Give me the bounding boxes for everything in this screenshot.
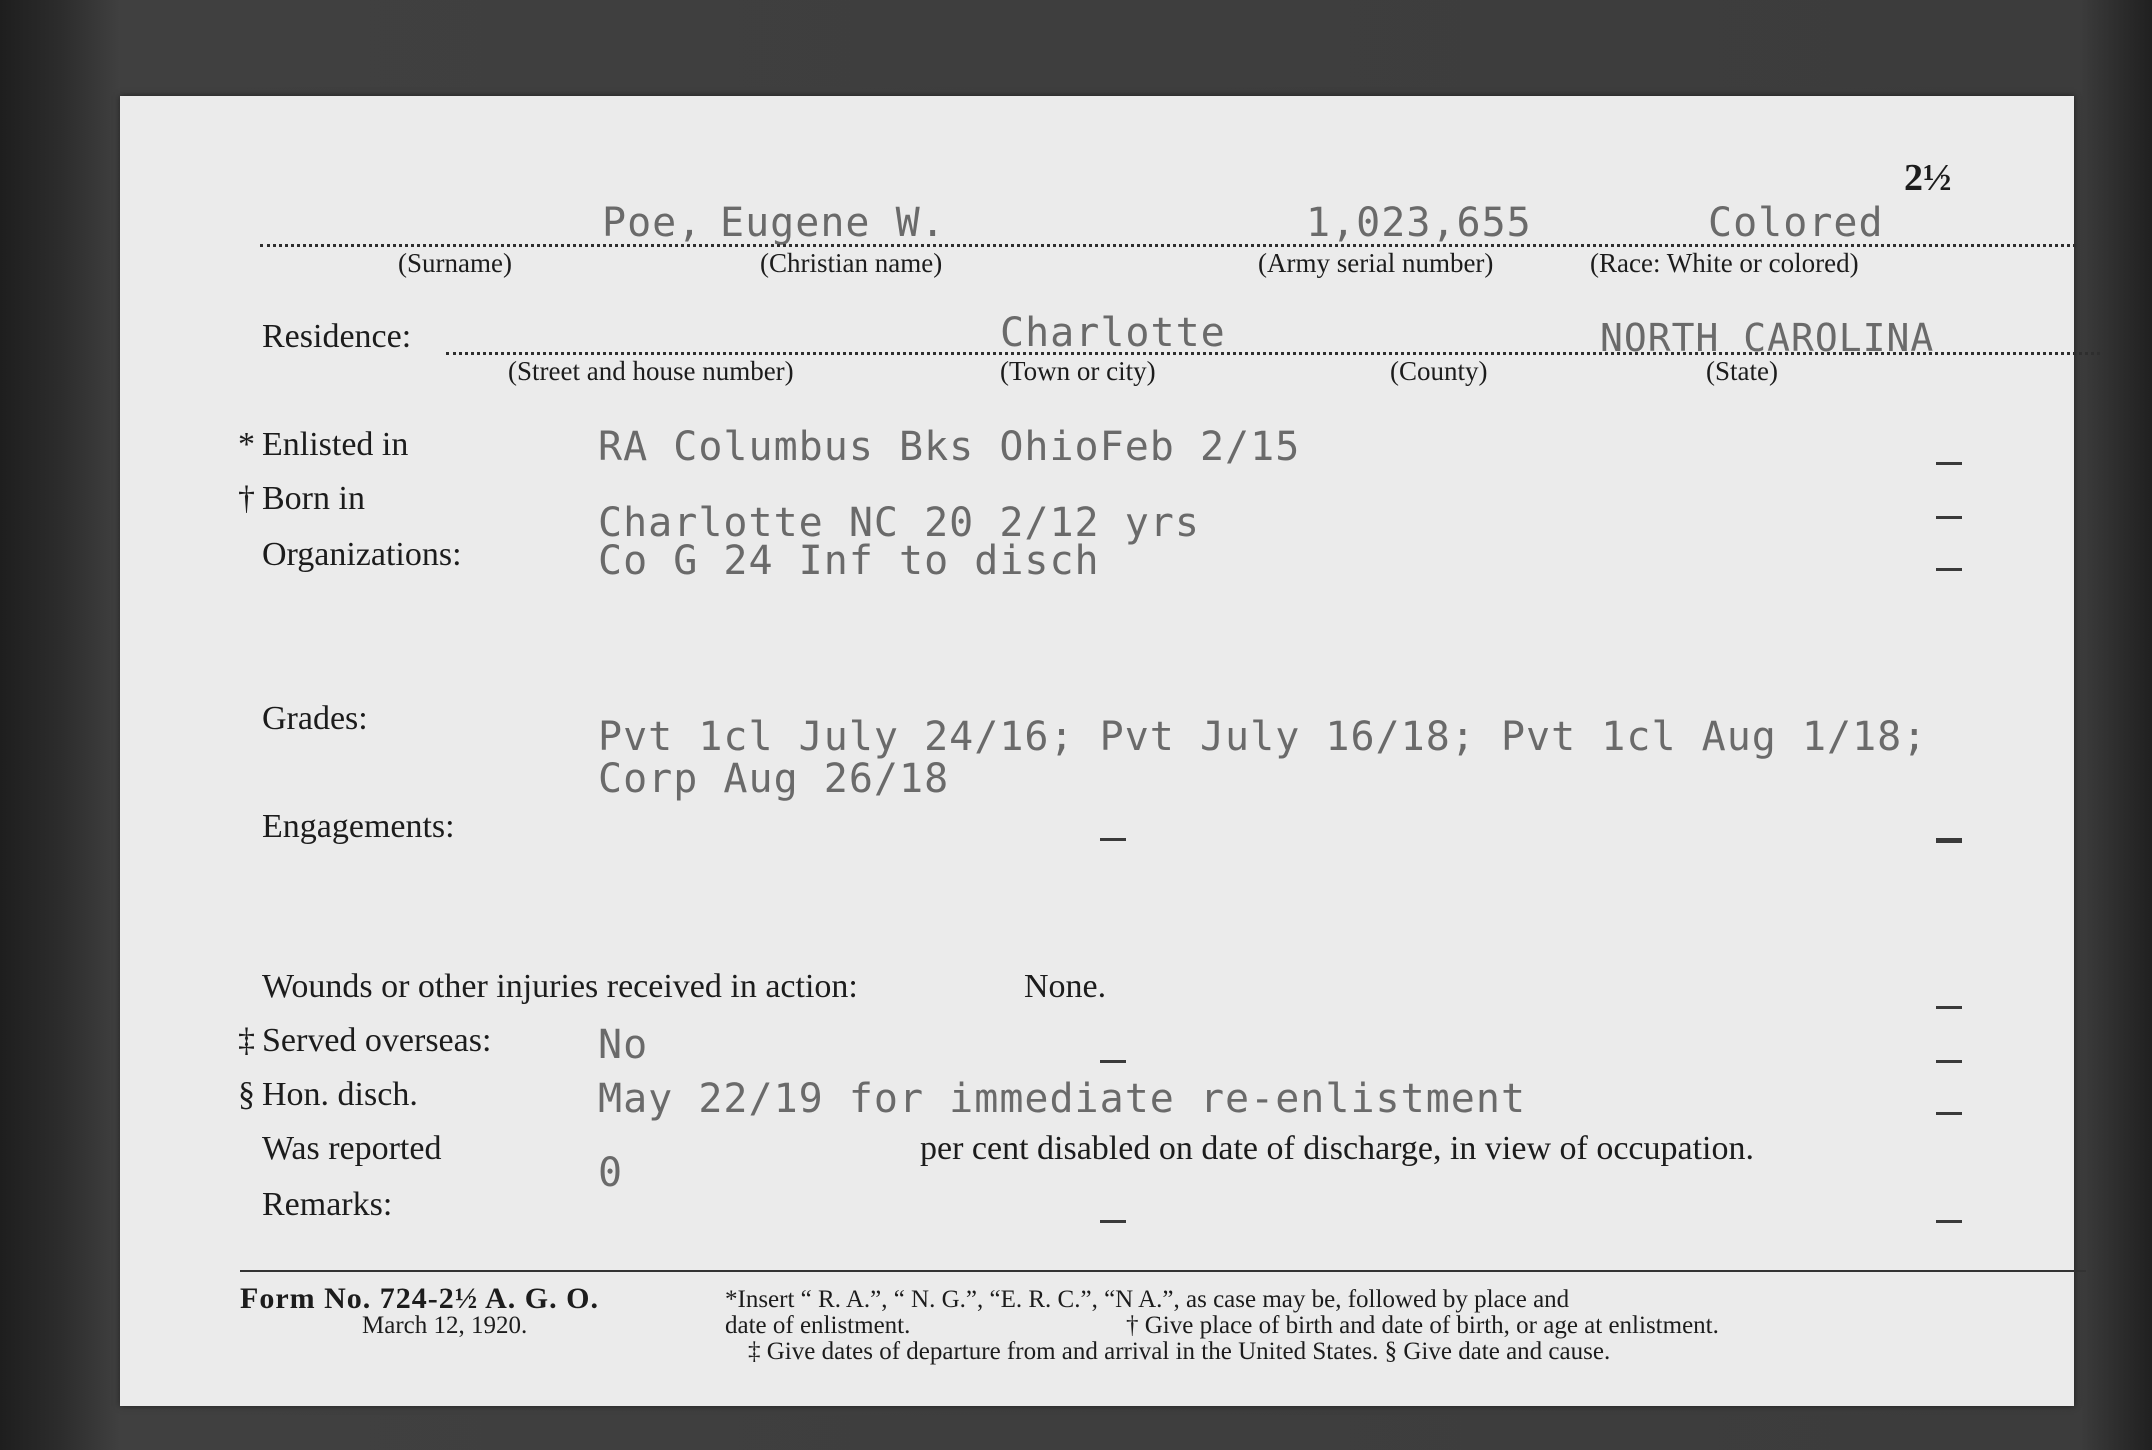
name-line-rule (260, 244, 2076, 247)
engagements-mid-dash (1100, 838, 1126, 841)
christian-name-caption: (Christian name) (760, 248, 943, 278)
remarks-end-dash (1936, 1220, 1962, 1223)
state-caption: (State) (1706, 356, 1778, 386)
surname-value: Poe, (602, 200, 703, 246)
christian-name-value: Eugene W. (720, 200, 946, 246)
enlisted-end-dash (1936, 462, 1962, 465)
card-number: 2½ (1904, 157, 1952, 199)
surname-caption: (Surname) (398, 248, 512, 278)
serial-number-value: 1,023,655 (1306, 200, 1532, 246)
born-value: Charlotte NC 20 2/12 yrs (598, 500, 1200, 546)
overseas-end-dash (1936, 1060, 1962, 1063)
overseas-label: Served overseas: (262, 1022, 492, 1059)
footer-note-line2b: † Give place of birth and date of birth, or age at enlistment. (1126, 1312, 1719, 1339)
grades-value-line1: Pvt 1cl July 24/16; Pvt July 16/18; Pvt 1cl Aug 1/18; (598, 714, 1928, 760)
reported-suffix: per cent disabled on date of discharge, in view of occupation. (920, 1130, 1754, 1167)
remarks-mid-dash (1100, 1220, 1126, 1223)
remarks-label: Remarks: (262, 1186, 393, 1223)
organizations-value: Co G 24 Inf to disch (598, 538, 1100, 584)
enlisted-value: RA Columbus Bks OhioFeb 2/15 (598, 424, 1301, 470)
discharge-label: Hon. disch. (262, 1076, 418, 1113)
discharge-mark: § (238, 1076, 255, 1113)
engagements-label: Engagements: (262, 808, 455, 845)
form-date: March 12, 1920. (362, 1312, 528, 1339)
enlisted-mark: * (238, 426, 255, 463)
footer-rule (240, 1270, 2086, 1272)
service-record-card (120, 96, 2074, 1406)
born-label: Born in (262, 480, 365, 517)
reported-label: Was reported (262, 1130, 442, 1167)
born-mark: † (238, 480, 255, 517)
form-number: Form No. 724-2½ A. G. O. (240, 1282, 599, 1315)
residence-state: NORTH CAROLINA (1600, 316, 1935, 360)
wounds-value: None. (1024, 968, 1107, 1005)
street-caption: (Street and house number) (508, 356, 794, 386)
engagements-end-dash (1936, 838, 1962, 843)
organizations-end-dash (1936, 568, 1962, 571)
discharge-value: May 22/19 for immediate re-enlistment (598, 1076, 1527, 1122)
wounds-label: Wounds or other injuries received in action: (262, 968, 858, 1005)
serial-caption: (Army serial number) (1258, 248, 1494, 278)
residence-town: Charlotte (1000, 310, 1226, 356)
footer-note-line2a: date of enlistment. (725, 1312, 911, 1339)
grades-label: Grades: (262, 700, 368, 737)
organizations-label: Organizations: (262, 536, 462, 573)
discharge-end-dash (1936, 1112, 1962, 1115)
overseas-mid-dash (1100, 1060, 1126, 1063)
overseas-value: No (598, 1022, 649, 1068)
enlisted-label: Enlisted in (262, 426, 409, 463)
town-caption: (Town or city) (1000, 356, 1156, 386)
race-caption: (Race: White or colored) (1590, 248, 1859, 278)
residence-line-rule (446, 352, 2100, 355)
residence-label: Residence: (262, 318, 412, 355)
reported-value: 0 (598, 1150, 624, 1196)
grades-value-line2: Corp Aug 26/18 (598, 756, 950, 802)
county-caption: (County) (1390, 356, 1488, 386)
footer-note-line3: ‡ Give dates of departure from and arrival in the United States. § Give date and cause. (748, 1338, 1611, 1365)
race-value: Colored (1708, 200, 1884, 246)
wounds-end-dash (1936, 1006, 1962, 1009)
footer-note-line1: *Insert “ R. A.”, “ N. G.”, “E. R. C.”, “N A.”, as case may be, followed by place and (725, 1286, 1570, 1313)
overseas-mark: ‡ (238, 1022, 255, 1059)
born-end-dash (1936, 516, 1962, 519)
